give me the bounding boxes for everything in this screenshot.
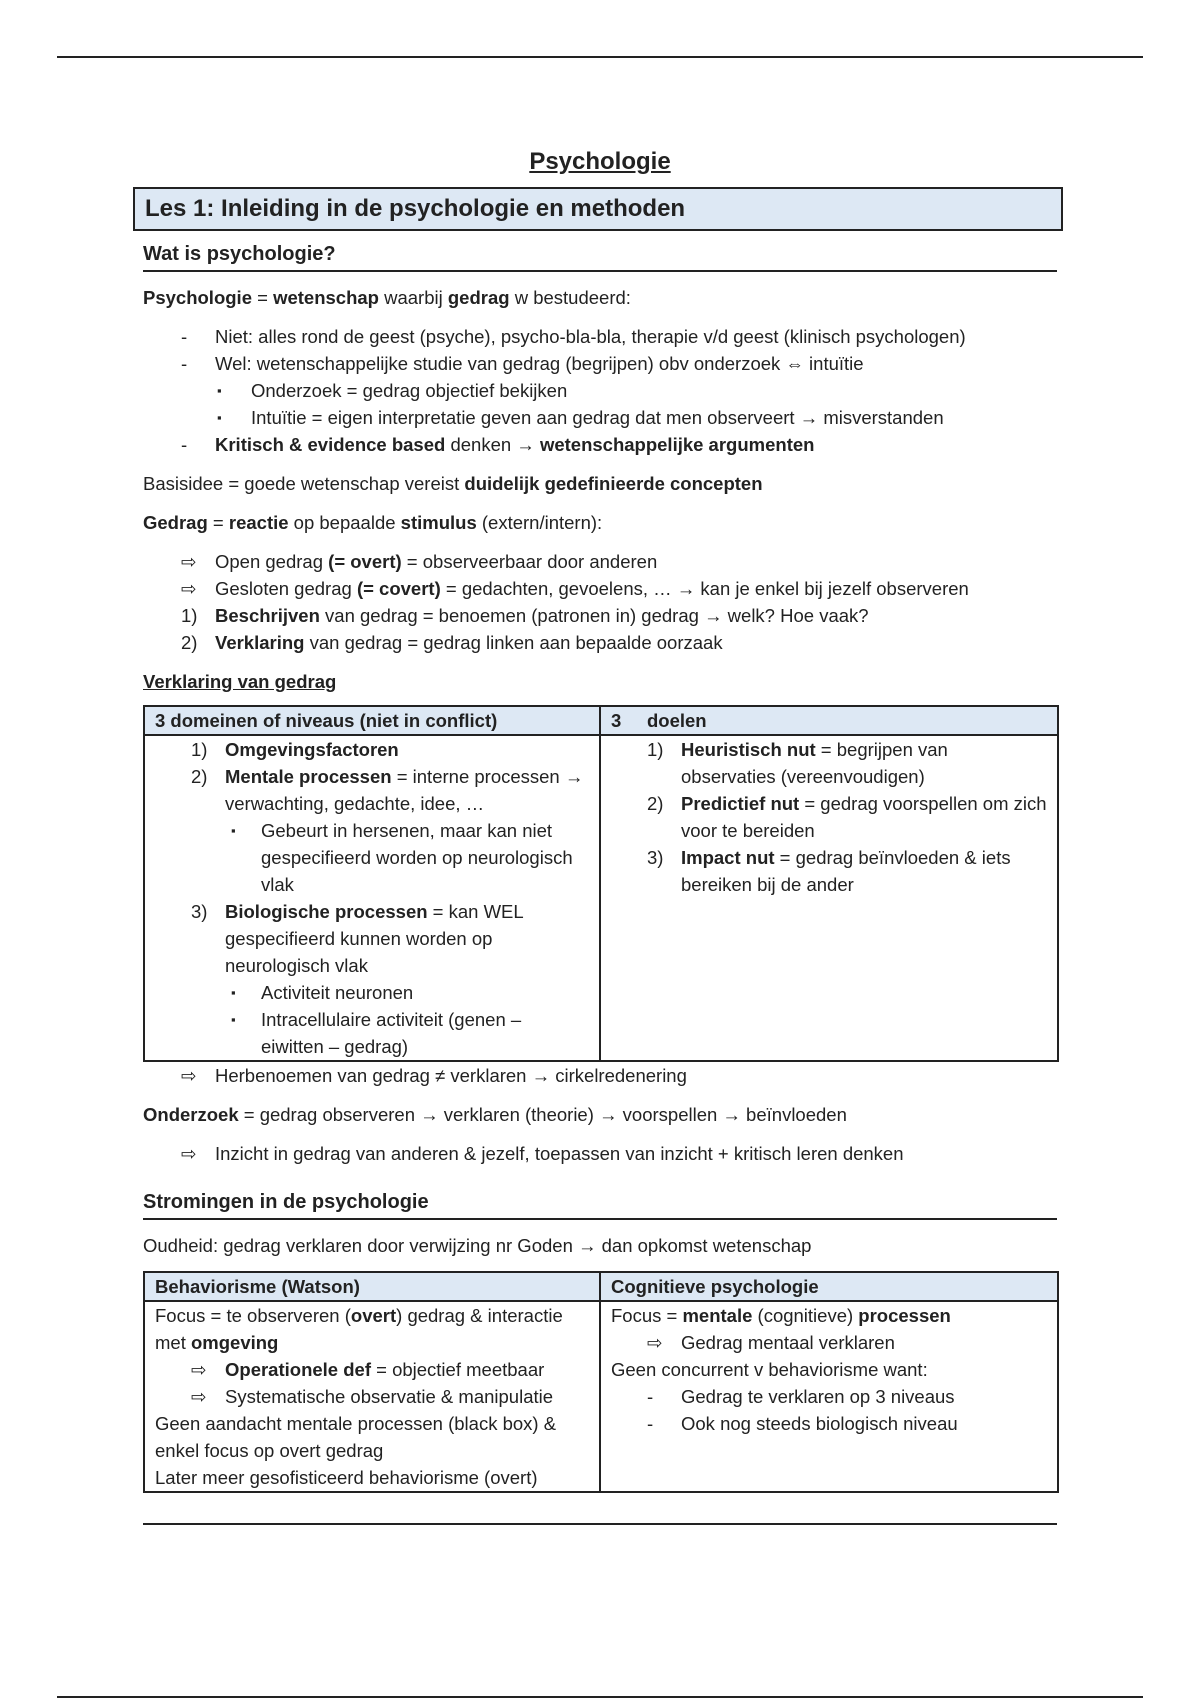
psychologie-list: [143, 323, 1057, 458]
gedrag-list: [143, 548, 1057, 656]
list-item: ⇨ Open gedrag (= overt) = observeerbaar door anderen: [143, 548, 1057, 575]
arrow-icon: ⇨: [191, 1386, 207, 1407]
behaviorisme-geen: Geen aandacht mentale processen (black box) & enkel focus op overt gedrag: [155, 1413, 557, 1461]
inzicht-note: ⇨ Inzicht in gedrag van anderen & jezelf, toepassen van inzicht + kritisch leren denken: [143, 1140, 1057, 1167]
table-domeinen-doelen: [143, 705, 1059, 1062]
oudheid-text: Oudheid: gedrag verklaren door verwijzing nr Goden → dan opkomst wetenschap: [143, 1235, 812, 1256]
section-end-rule: [143, 1523, 1057, 1525]
page-title: Psychologie: [529, 148, 671, 175]
table-stromingen: [143, 1271, 1059, 1493]
list-item: - Gedrag te verklaren op 3 niveaus: [647, 1386, 955, 1407]
table-header-cognitieve: Cognitieve psychologie: [600, 1272, 1058, 1301]
table-header-behaviorisme: Behaviorisme (Watson): [144, 1272, 600, 1301]
arrow-icon: ⇨: [181, 1065, 197, 1086]
list-item: 3) Impact nut = gedrag beïnvloeden & iets bereiken bij de ander: [647, 847, 1011, 895]
gedrag-definition: Gedrag = reactie op bepaalde stimulus (extern/intern):: [143, 512, 603, 533]
cognitieve-geen: Geen concurrent v behaviorisme want:: [611, 1359, 928, 1380]
onderzoek-definition: Onderzoek = gedrag observeren → verklaren (theorie) → voorspellen → beïnvloeden: [143, 1104, 847, 1125]
list-item: - Ook nog steeds biologisch niveau: [647, 1413, 958, 1434]
table-cell-doelen: [600, 735, 1058, 1061]
cognitieve-focus: Focus = mentale (cognitieve) processen: [611, 1305, 951, 1326]
table-cell-domeinen: [144, 735, 600, 1061]
list-item: - Wel: wetenschappelijke studie van gedrag (begrijpen) obv onderzoek ⇔ intuïtie: [181, 353, 864, 374]
behaviorisme-later: Later meer gesofisticeerd behaviorisme (overt): [155, 1467, 538, 1488]
list-item: 1) Omgevingsfactoren: [191, 739, 399, 760]
table-header-doelen: 3 doelen: [600, 706, 1058, 735]
cirkelredenering-note: ⇨ Herbenoemen van gedrag ≠ verklaren → cirkelredenering: [143, 1062, 1057, 1089]
list-item: ▪ Gebeurt in hersenen, maar kan niet gespecifieerd worden op neurologisch vlak: [231, 820, 573, 895]
section-heading-wat-is-psychologie: Wat is psychologie?: [143, 231, 1057, 272]
list-item: 3) Biologische processen = kan WEL gespecifieerd kunnen worden op neurologisch vlak: [191, 901, 524, 976]
list-item: 2) Verklaring van gedrag = gedrag linken aan bepaalde oorzaak: [181, 632, 723, 653]
behaviorisme-focus: Focus = te observeren (overt) gedrag & interactie met omgeving: [155, 1305, 563, 1353]
list-item: 1) Heuristisch nut = begrijpen van observaties (vereenvoudigen): [647, 739, 948, 787]
basisidee: Basisidee = goede wetenschap vereist duidelijk gedefinieerde concepten: [143, 473, 763, 494]
list-item: ▪ Intracellulaire activiteit (genen – eiwitten – gedrag): [231, 1009, 522, 1057]
arrow-icon: ⇨: [647, 1332, 663, 1353]
arrow-icon: ⇨: [181, 578, 197, 599]
arrow-icon: ⇨: [191, 1359, 207, 1380]
list-item: - Kritisch & evidence based denken → wetenschappelijke argumenten: [181, 434, 815, 455]
header-rule: [57, 56, 1143, 58]
list-item: ⇨ Gesloten gedrag (= covert) = gedachten, gevoelens, … → kan je enkel bij jezelf observeren: [143, 575, 1057, 602]
list-item: ⇨ Operationele def = objectief meetbaar: [155, 1356, 589, 1383]
list-item: ⇨ Systematische observatie & manipulatie: [155, 1383, 589, 1410]
psychologie-definition: Psychologie = wetenschap waarbij gedrag w bestudeerd:: [143, 287, 631, 308]
section-heading-stromingen: Stromingen in de psychologie: [143, 1179, 1057, 1220]
list-item: ⇨ Gedrag mentaal verklaren: [611, 1329, 1047, 1356]
list-item: 2) Mentale processen = interne processen → verwachting, gedachte, idee, …: [191, 766, 584, 814]
subheading-verklaring: Verklaring van gedrag: [143, 671, 337, 692]
list-item: 2) Predictief nut = gedrag voorspellen om zich voor te bereiden: [647, 793, 1047, 841]
list-item: 1) Beschrijven van gedrag = benoemen (patronen in) gedrag → welk? Hoe vaak?: [181, 605, 869, 626]
table-cell-behaviorisme: [144, 1301, 600, 1492]
list-item: - Niet: alles rond de geest (psyche), psycho-bla-bla, therapie v/d geest (klinisch psychologen): [181, 326, 966, 347]
arrow-icon: ⇨: [181, 551, 197, 572]
table-header-domeinen: 3 domeinen of niveaus (niet in conflict): [144, 706, 600, 735]
arrow-icon: ⇨: [181, 1143, 197, 1164]
list-item: ▪ Activiteit neuronen: [231, 982, 414, 1003]
list-item: ▪ Onderzoek = gedrag objectief bekijken: [217, 380, 568, 401]
table-cell-cognitieve: [600, 1301, 1058, 1492]
lesson-heading: Les 1: Inleiding in de psychologie en methoden: [133, 187, 1063, 231]
list-item: ▪ Intuïtie = eigen interpretatie geven aan gedrag dat men observeert → misverstanden: [217, 407, 944, 428]
document-body: [143, 145, 1057, 1525]
footer-rule: [57, 1696, 1143, 1698]
